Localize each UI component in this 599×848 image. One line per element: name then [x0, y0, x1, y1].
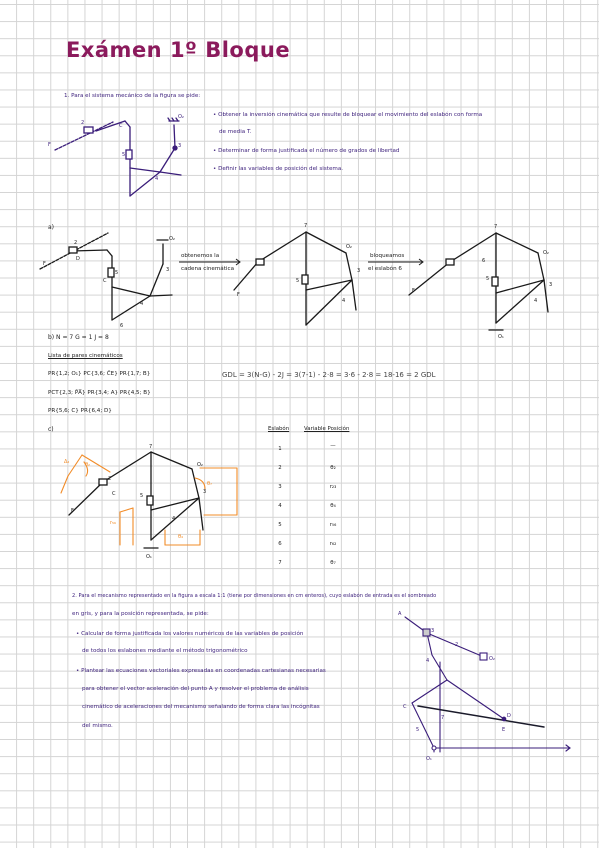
arrow-2-label-top: bloqueamos — [370, 253, 405, 259]
table-row-1-var: — — [330, 443, 336, 449]
svg-text:5: 5 — [296, 278, 300, 284]
fig1-label-4: 4 — [155, 176, 159, 182]
arrow-1-label-top: obtenemos la — [181, 253, 220, 259]
svg-text:O₂: O₂ — [346, 244, 352, 250]
p2-line-4: de todos los eslabones mediante el método trigonométrico — [82, 648, 248, 654]
svg-text:4: 4 — [172, 516, 176, 522]
svg-text:F: F — [412, 288, 415, 294]
svg-text:4: 4 — [534, 298, 538, 304]
table-row-7-var: θ₇ — [330, 560, 336, 566]
svg-text:r₅₆: r₅₆ — [110, 520, 117, 526]
gdl-equation: GDL = 3(N-G) - 2J = 3(7-1) - 2·8 = 3·6 - 2·8 = 18-16 = 2 GDL — [222, 371, 436, 379]
p2-line-3: • Calcular de forma justificada los valores numéricos de las variables de posición — [76, 631, 304, 637]
p2-line-2: en gris, y para la posición representada, se pide: — [72, 611, 209, 617]
svg-text:D: D — [76, 256, 80, 262]
svg-text:O₂: O₂ — [169, 236, 175, 242]
svg-text:C: C — [103, 278, 107, 284]
fig1-label-C: C — [119, 123, 123, 129]
p1-bullet-3-text: Definir las variables de posición del sistema. — [218, 166, 344, 172]
sketch-c-orange-labels — [64, 459, 212, 540]
table-row-5-link: 5 — [278, 522, 282, 528]
problem-1-heading: 1. Para el sistema mecánico de la figura se pide: — [64, 93, 201, 99]
svg-text:O₂: O₂ — [197, 462, 203, 468]
svg-text:4: 4 — [426, 658, 430, 664]
svg-text:2: 2 — [108, 476, 112, 482]
p1-bullet-1b: de media T. — [219, 129, 252, 135]
table-header-link: Eslabón — [268, 426, 290, 432]
part-a-label: a) — [48, 224, 55, 231]
svg-text:θ₂: θ₂ — [85, 462, 91, 468]
p1-bullet-2-text: Determinar de forma justificada el número de grados de libertad — [218, 148, 400, 154]
svg-text:7: 7 — [494, 224, 498, 230]
arrow-2-label-bottom: el eslabón 6 — [368, 266, 402, 272]
svg-text:O₂: O₂ — [543, 250, 549, 256]
svg-text:3: 3 — [357, 268, 361, 274]
sketch-a1 — [40, 233, 172, 320]
svg-text:5: 5 — [416, 727, 420, 733]
table-row-3-var: r₂₃ — [329, 484, 337, 490]
svg-text:4: 4 — [342, 298, 346, 304]
svg-text:C: C — [112, 491, 116, 497]
fig1-label-3: 3 — [178, 143, 182, 149]
figure-2-mechanism — [405, 617, 570, 752]
table-row-7-link: 7 — [278, 560, 282, 566]
svg-text:3: 3 — [203, 489, 207, 495]
svg-text:D: D — [507, 713, 511, 719]
svg-text:7: 7 — [304, 223, 308, 229]
pairs-title: Lista de pares cinemáticos — [48, 353, 123, 359]
svg-text:Δ₂: Δ₂ — [64, 459, 70, 465]
pairs-line-2: PCT{2,3; P̄A̅} PR{3,4; A} PR{4,5; B} — [48, 390, 151, 396]
svg-text:3: 3 — [166, 267, 170, 273]
p2-line-5: • Plantear las ecuaciones vectoriales expresadas en coordenadas cartesianas necesarias — [76, 668, 326, 674]
svg-text:O₂: O₂ — [489, 656, 495, 662]
p2-line-7: cinemático de aceleraciones del mecanismo señalando de forma clara las incógnitas — [82, 704, 320, 710]
table-row-4-var: θ₄ — [330, 503, 336, 509]
p1-bullet-3: • Definir las variables de posición del sistema. — [213, 166, 344, 172]
svg-text:3: 3 — [549, 282, 553, 288]
fig1-label-O2: O₂ — [178, 114, 184, 120]
table-row-2-link: 2 — [278, 465, 282, 471]
svg-text:7: 7 — [441, 715, 445, 721]
svg-text:O₁: O₁ — [498, 334, 504, 340]
p1-bullet-1-text: Obtener la inversión cinemática que resulte de bloquear el movimiento del eslabón con forma — [218, 112, 483, 118]
svg-text:6: 6 — [120, 323, 124, 329]
svg-text:F: F — [43, 261, 46, 267]
table-row-3-link: 3 — [278, 484, 282, 490]
table-row-5-var: r₅₆ — [329, 522, 337, 528]
page-title: Exámen 1º Bloque — [66, 38, 291, 62]
svg-text:A: A — [398, 611, 402, 617]
svg-text:3: 3 — [431, 628, 435, 634]
arrow-1-label-bottom: cadena cinemática — [181, 266, 234, 272]
p1-bullet-1: • Obtener la inversión cinemática que resulte de bloquear el movimiento del eslabón con forma — [213, 112, 483, 118]
part-c-label: c) — [48, 426, 54, 433]
p1-bullet-2: • Determinar de forma justificada el número de grados de libertad — [213, 148, 400, 154]
svg-text:θ₇: θ₇ — [207, 481, 213, 487]
table-row-1-link: 1 — [278, 446, 282, 452]
svg-text:E: E — [502, 727, 506, 733]
svg-text:5: 5 — [486, 276, 490, 282]
p2-line-1: 2. Para el mecanismo representado en la figura a escala 1:1 (tiene por dimensiones en cm enteros), cuyo eslabón de entrada es el sombreado — [72, 593, 437, 599]
figure-1-mechanism — [55, 118, 181, 196]
fig1-label-5: 5 — [122, 152, 126, 158]
pairs-line-3: PR{5,6; C} PR{6,4; D} — [48, 408, 112, 414]
p2-line-8: del mismo. — [82, 723, 113, 729]
svg-text:2: 2 — [74, 240, 78, 246]
svg-text:O₁: O₁ — [146, 554, 152, 560]
svg-text:θ₄: θ₄ — [178, 534, 184, 540]
table-row-6-var: r₆₂ — [329, 541, 337, 547]
table-row-6-link: 6 — [278, 541, 282, 547]
figure-2-labels — [398, 611, 511, 762]
svg-text:5: 5 — [115, 270, 119, 276]
svg-text:2: 2 — [455, 642, 459, 648]
sketch-a2 — [234, 232, 356, 325]
svg-text:6: 6 — [482, 258, 486, 264]
pairs-line-1: PR{1,2; O₁} PC{3,6; ĈE} PR{1,7; B} — [48, 371, 151, 377]
sketch-c-labels — [71, 444, 206, 560]
svg-text:O₁: O₁ — [426, 756, 432, 762]
sketch-a3 — [409, 233, 548, 330]
svg-text:4: 4 — [140, 301, 144, 307]
arrow-1 — [179, 259, 240, 265]
svg-text:F: F — [71, 508, 74, 514]
svg-text:5: 5 — [140, 493, 144, 499]
part-b-line: b) N = 7 G = 1 J = 8 — [48, 334, 109, 341]
svg-text:7: 7 — [149, 444, 153, 450]
svg-text:C: C — [403, 704, 407, 710]
svg-text:F: F — [237, 292, 240, 298]
arrow-2 — [368, 259, 423, 265]
table-row-4-link: 4 — [278, 503, 282, 509]
p2-line-6: para obtener el vector aceleración del punto A y resolver el problema de análisis — [82, 686, 309, 692]
table-row-2-var: θ₂ — [330, 465, 336, 471]
table-header-variable: Variable Posición — [304, 426, 350, 432]
fig1-label-F: F — [48, 142, 51, 148]
fig1-label-2: 2 — [81, 120, 85, 126]
